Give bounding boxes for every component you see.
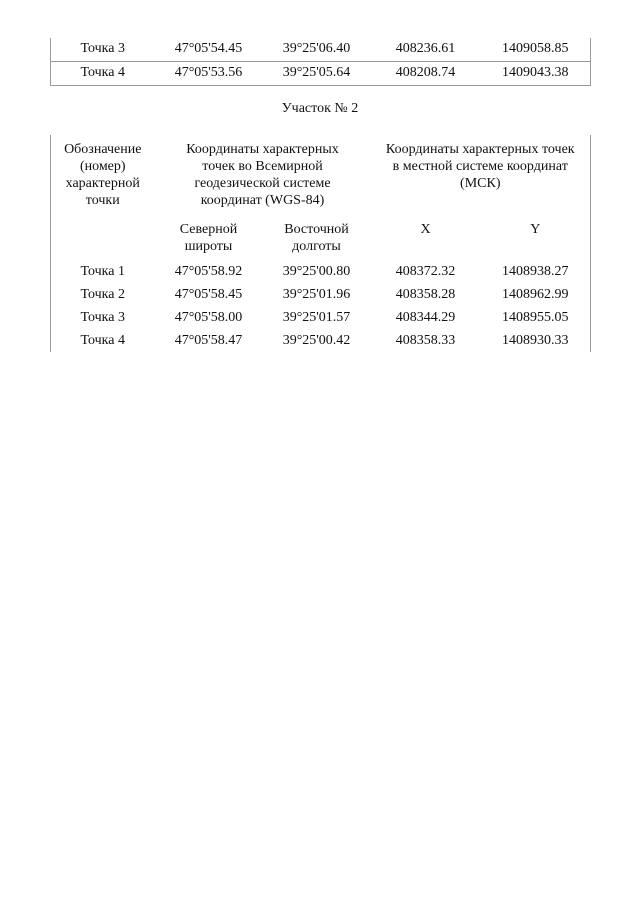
longitude: 39°25'01.57 [282, 310, 351, 325]
wgs84-header: Координаты характерных точек во Всемирной геодезической системе координат (WGS-84) [186, 142, 339, 208]
table-row [51, 329, 591, 352]
x-coordinate: 408358.28 [395, 287, 456, 302]
y-coordinate: 1409058.85 [481, 38, 591, 62]
section-2-coordinates-table [50, 135, 591, 352]
msk-header: Координаты характерных точек в местной системе координат (МСК) [371, 135, 591, 221]
point-name: Точка 3 [51, 38, 155, 62]
x-header: X [420, 222, 431, 237]
latitude: 47°05'58.47 [174, 333, 243, 348]
y-coordinate: 1408938.27 [481, 259, 591, 283]
latitude: 47°05'58.45 [174, 287, 243, 302]
longitude-header: Восточной долготы [284, 222, 349, 254]
point-name: Точка 4 [51, 329, 155, 352]
table-row [51, 259, 591, 283]
table-row [51, 283, 591, 306]
longitude: 39°25'05.64 [263, 62, 371, 86]
latitude: 47°05'58.00 [174, 310, 243, 325]
y-coordinate: 1408930.33 [481, 329, 591, 352]
y-header: Y [481, 221, 591, 259]
x-coordinate: 408236.61 [371, 38, 481, 62]
y-coordinate: 1409043.38 [481, 62, 591, 86]
x-coordinate: 408372.32 [395, 264, 456, 279]
point-designation-header: Обозначение (номер) характерной точки [51, 135, 155, 259]
latitude: 47°05'53.56 [155, 62, 263, 86]
table-row [51, 306, 591, 329]
longitude: 39°25'00.80 [282, 264, 351, 279]
point-name: Точка 4 [51, 62, 155, 86]
point-name: Точка 2 [51, 283, 155, 306]
latitude: 47°05'54.45 [155, 38, 263, 62]
y-coordinate: 1408962.99 [481, 283, 591, 306]
longitude: 39°25'01.96 [282, 287, 351, 302]
y-coordinate: 1408955.05 [481, 306, 591, 329]
latitude-header: Северной широты [179, 222, 238, 254]
point-name: Точка 3 [51, 306, 155, 329]
x-coordinate: 408344.29 [395, 310, 456, 325]
x-coordinate: 408358.33 [395, 333, 456, 348]
longitude: 39°25'00.42 [282, 333, 351, 348]
longitude: 39°25'06.40 [263, 38, 371, 62]
latitude: 47°05'58.92 [174, 264, 243, 279]
x-coordinate: 408208.74 [371, 62, 481, 86]
table-row [51, 38, 591, 62]
table-header-row [51, 135, 591, 221]
point-name: Точка 1 [51, 259, 155, 283]
table-row [51, 62, 591, 86]
top-coordinates-table [50, 38, 591, 86]
section-title: Участок № 2 [281, 101, 359, 116]
